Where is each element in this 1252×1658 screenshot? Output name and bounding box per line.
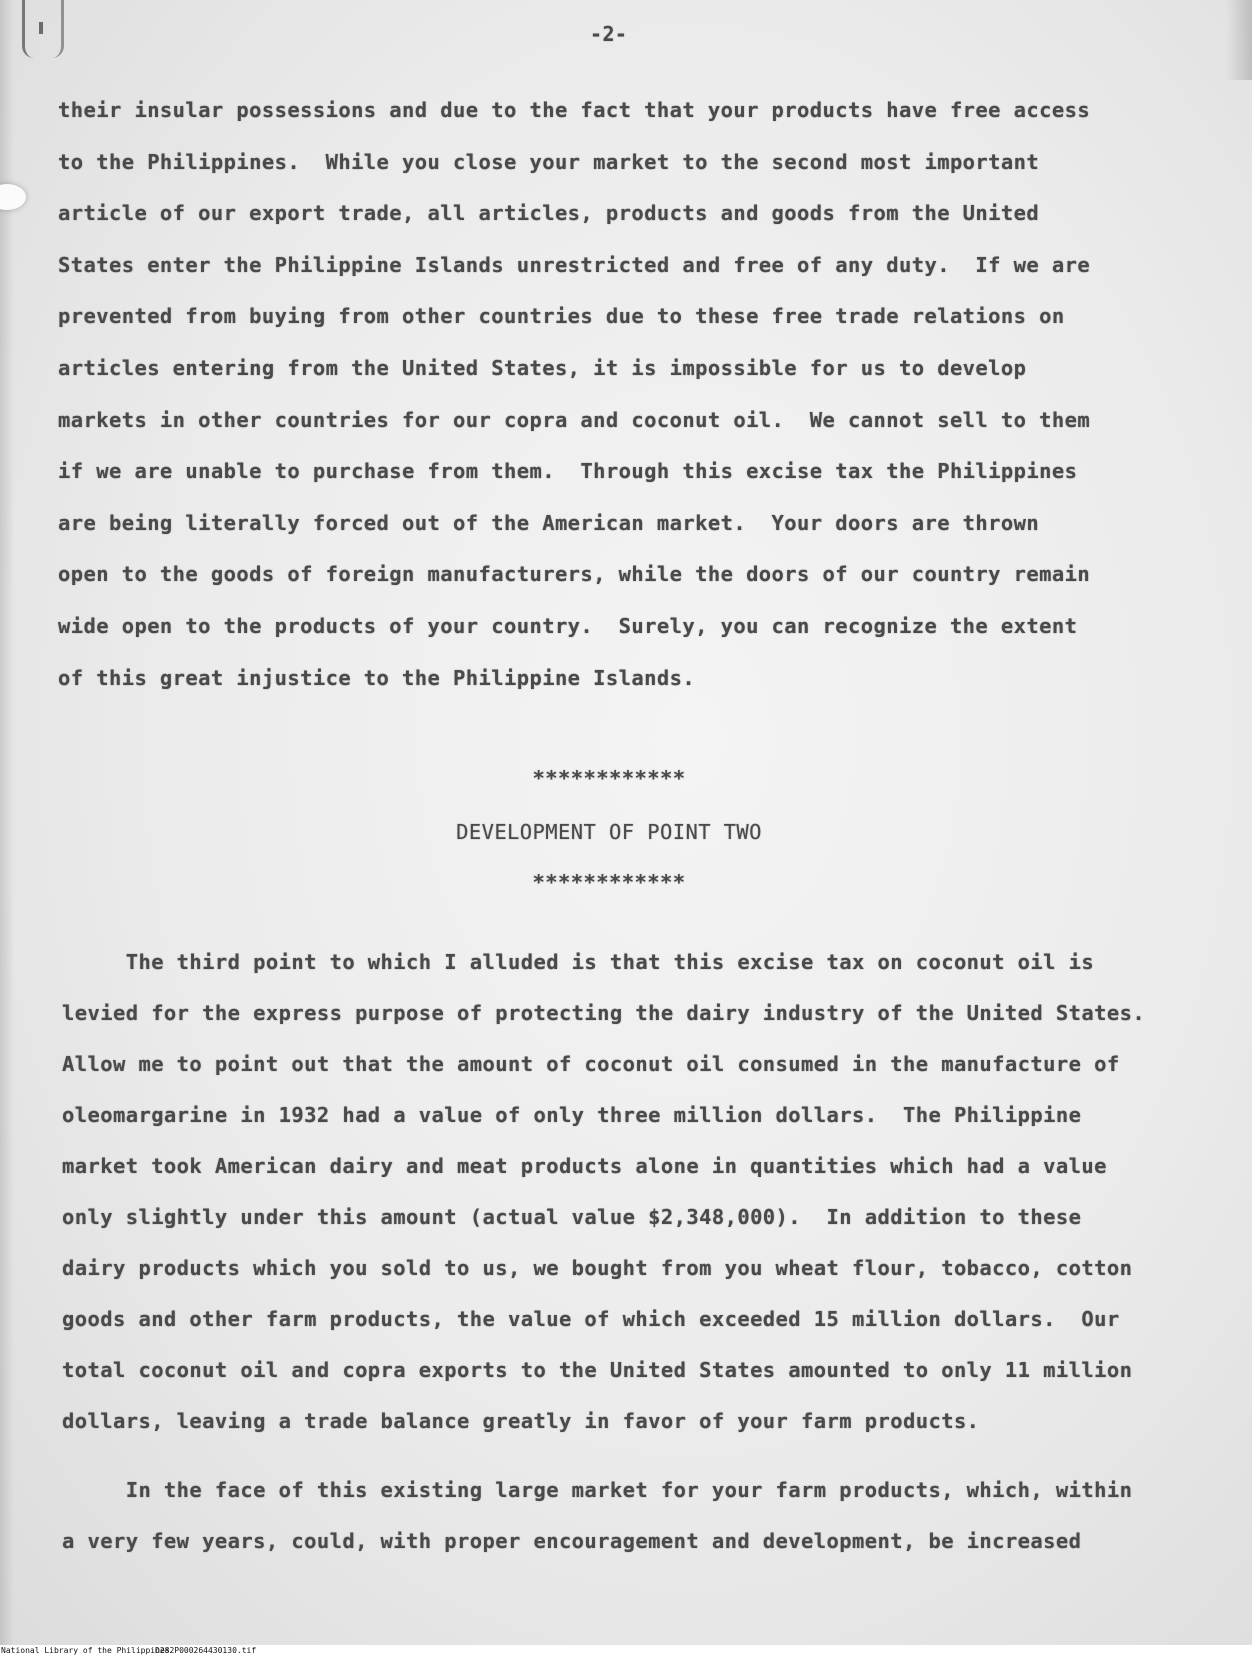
text-line: dollars, leaving a trade balance greatly in favor of your farm products. [62, 1409, 980, 1433]
text-line: dairy products which you sold to us, we bought from you wheat flour, tobacco, cotton [62, 1256, 1133, 1280]
scan-footer [0, 1645, 1252, 1658]
binding-clip-mark [22, 0, 64, 58]
text-line: wide open to the products of your country. Surely, you can recognize the extent [58, 614, 1078, 638]
text-line: oleomargarine in 1932 had a value of only three million dollars. The Philippine [62, 1103, 1082, 1127]
text-line: articles entering from the United States, it is impossible for us to develop [58, 356, 1027, 380]
text-line: goods and other farm products, the value of which exceeded 15 million dollars. Our [62, 1307, 1120, 1331]
separator-top: ************ [532, 766, 686, 790]
footer-library-label: National Library of the Philippines [1, 1646, 170, 1655]
text-line: prevented from buying from other countries due to these free trade relations on [58, 304, 1065, 329]
page-number: -2- [590, 22, 628, 46]
page-corner-shadow [1226, 0, 1252, 80]
text-line: open to the goods of foreign manufacturers, while the doors of our country remain [58, 562, 1091, 587]
text-line: Allow me to point out that the amount of coconut oil consumed in the manufacture of [62, 1052, 1120, 1076]
text-line: article of our export trade, all articles, products and goods from the United [58, 201, 1040, 226]
separator-bottom: ************ [532, 870, 686, 894]
text-line: their insular possessions and due to the fact that your products have free access [58, 98, 1091, 122]
text-line: levied for the express purpose of protecting the dairy industry of the United States. [62, 1001, 1146, 1025]
text-line: markets in other countries for our copra and coconut oil. We cannot sell to them [58, 407, 1091, 432]
text-line: only slightly under this amount (actual value $2,348,000). In addition to these [62, 1205, 1082, 1229]
text-line: to the Philippines. While you close your market to the second most important [58, 149, 1040, 174]
text-line: States enter the Philippine Islands unrestricted and free of any duty. If we are [58, 252, 1091, 277]
punch-hole [0, 184, 26, 210]
text-line: In the face of this existing large market for your farm products, which, within [62, 1478, 1133, 1502]
footer-file-id: D282P000264430130.tif [155, 1646, 257, 1655]
text-line: total coconut oil and copra exports to the United States amounted to only 11 million [62, 1358, 1133, 1382]
section-heading: DEVELOPMENT OF POINT TWO [456, 820, 762, 844]
text-line: market took American dairy and meat products alone in quantities which had a value [62, 1154, 1107, 1178]
text-line: The third point to which I alluded is that this excise tax on coconut oil is [62, 950, 1095, 974]
text-line: are being literally forced out of the American market. Your doors are thrown [58, 510, 1040, 535]
text-line: a very few years, could, with proper encouragement and development, be increased [62, 1529, 1082, 1553]
text-line: if we are unable to purchase from them. Through this excise tax the Philippines [58, 459, 1078, 484]
text-line: of this great injustice to the Philippine Islands. [58, 665, 696, 690]
